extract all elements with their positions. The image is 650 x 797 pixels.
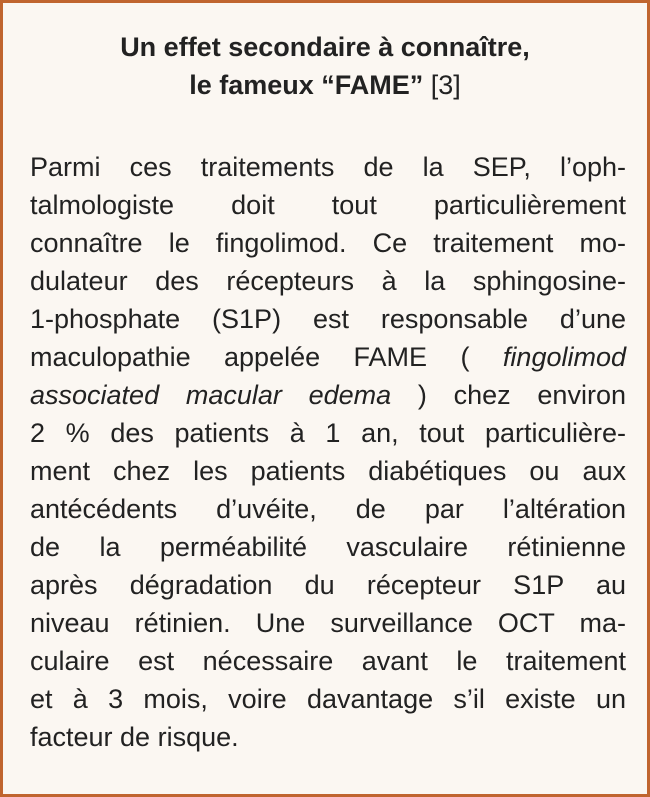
body-line-2: talmologiste doit tout particulièrement [30,190,626,220]
body-line-13: niveau rétinien. Une surveillance OCT ma- [30,608,626,638]
body-line-1: Parmi ces traitements de la SEP, l’oph- [30,152,626,182]
body-line-12: après dégradation du récepteur S1P au [30,570,626,600]
box-title-text: le fameux “FAME” [189,70,424,100]
body-line-8: 2 % des patients à 1 an, tout particulière- [30,418,626,448]
body-line-6 [30,339,626,375]
body-line-14: culaire est nécessaire avant le traitement [30,646,626,676]
reference-number: [3] [423,70,461,100]
body-line-11: de la perméabilité vasculaire rétinienne [30,532,626,562]
body-line-10: antécédents d’uvéite, de par l’altération [30,494,626,524]
box-title-line-2 [3,65,647,105]
body-line-6-italic: fingolimod [502,342,626,372]
box-title-line-1: Un effet secondaire à connaître, [120,32,530,62]
body-line-5: 1-phosphate (S1P) est responsable d’une [30,304,626,334]
body-line-7 [30,377,626,413]
body-line-6-text: maculopathie appelée FAME ( [30,342,470,372]
body-line-9: ment chez les patients diabétiques ou aux [30,456,626,486]
body-line-7-italic: associated macular edema [30,380,392,410]
body-line-15: et à 3 mois, voire davantage s’il existe un [30,684,626,714]
body-line-16: facteur de risque. [30,722,239,752]
body-line-4: dulateur des récepteurs à la sphingosine- [30,266,626,296]
body-line-3: connaître le fingolimod. Ce traitement mo- [30,228,626,258]
body-line-7-text: ) chez environ [417,380,626,410]
